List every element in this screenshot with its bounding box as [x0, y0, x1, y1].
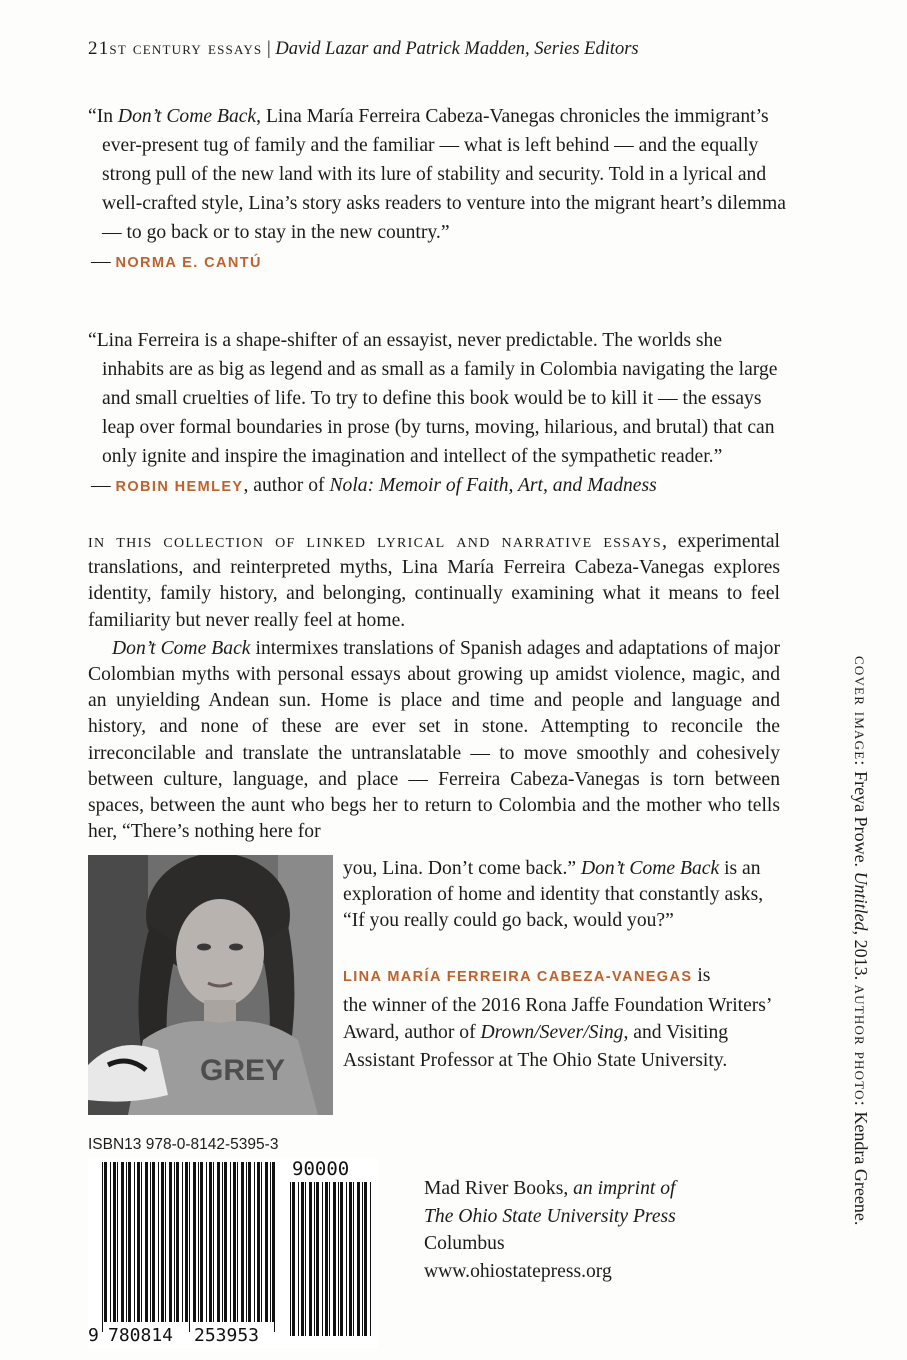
barcode-bar [370, 1182, 371, 1336]
barcode-bar [292, 1182, 295, 1336]
barcode-bar [126, 1162, 127, 1322]
barcode-bar [128, 1162, 131, 1322]
attribution-dash: — [91, 475, 116, 496]
cover-credit-name: Freya Prowe. [851, 766, 871, 872]
barcode-bar [222, 1162, 223, 1322]
author-bio [343, 962, 783, 1074]
barcode-bar [185, 1162, 188, 1322]
barcode-bar [316, 1182, 319, 1336]
description-book-title-2: Don’t Come Back [580, 858, 720, 879]
barcode-bar [298, 1182, 299, 1336]
barcode-bar [265, 1162, 268, 1322]
publisher-line-1 [424, 1175, 764, 1203]
description-book-title: Don’t Come Back [112, 637, 251, 659]
description-paragraph-2 [88, 636, 780, 846]
photo-credit-label: author photo: [851, 984, 871, 1107]
barcode-bar [158, 1162, 159, 1322]
cover-credit-year: , 2013. [851, 930, 871, 985]
barcode-bar [353, 1182, 354, 1336]
barcode-bar [182, 1162, 183, 1322]
barcode-bar [174, 1162, 175, 1322]
author-bio-start: the winner of the 2016 Rona Jaffe Foundation Writers’ Award, author of [343, 994, 772, 1043]
barcode-bar [290, 1182, 291, 1336]
blurb-cantu [88, 102, 788, 278]
barcode-digits-left: 780814 [108, 1325, 174, 1346]
shirt-text: GREY [200, 1054, 286, 1087]
barcode-bar [248, 1162, 251, 1322]
barcode-bar [209, 1162, 212, 1322]
blurb-hemley-text: “Lina Ferreira is a shape-shifter of an essayist, never predictable. The worlds she inhabits are as big as legend and as small as a family in Colombia navigating the large and small cruelties of life. To try to define this book would be to kill it — the essays leap over formal boundaries in prose (by turns, moving, hilarious, and brutal) that can only ignite and inspire the imagination and intellect of the sympathetic reader.” [88, 330, 778, 467]
barcode-bar [325, 1182, 328, 1336]
author-photo [88, 855, 333, 1115]
barcode-bar [102, 1162, 103, 1332]
barcode-bar [117, 1162, 118, 1322]
barcode-bar [246, 1162, 247, 1322]
series-name: 21st century essays [88, 38, 263, 59]
barcode-bar [152, 1162, 155, 1322]
barcode-bar [213, 1162, 214, 1322]
author-photo-image [88, 855, 333, 1115]
book-description [88, 528, 780, 845]
barcode-bar [338, 1182, 339, 1336]
barcode-bar [301, 1182, 304, 1336]
photo-credit-name: Kendra Greene. [851, 1106, 871, 1226]
author-bio-end: , and Visiting Assistant Professor at The Ohio State University. [343, 1022, 729, 1071]
barcode-bar [241, 1162, 244, 1322]
barcode-digit-first: 9 [88, 1325, 99, 1346]
attribution-author-of: , author of [243, 475, 330, 496]
barcode-bar [104, 1162, 107, 1332]
barcode-bar [145, 1162, 148, 1322]
barcode-bar [349, 1182, 352, 1336]
barcode-bar [261, 1162, 262, 1322]
barcode-bar [150, 1162, 151, 1322]
barcode-bar [362, 1182, 363, 1336]
publisher-press: The Ohio State University Press [424, 1205, 676, 1227]
barcode-bar [329, 1182, 330, 1336]
barcode-bar [198, 1162, 199, 1322]
barcode-bar [113, 1162, 116, 1322]
barcode-bar [165, 1162, 166, 1322]
blurb-cantu-attribution [88, 247, 788, 278]
barcode-bar [322, 1182, 323, 1336]
barcode-bar [200, 1162, 203, 1322]
publisher-url: www.ohiostatepress.org [424, 1260, 612, 1282]
publisher-line-2 [424, 1203, 764, 1231]
description-p2-end: is an exploration of home and identity that constantly asks, “If you really could go back, would you?” [343, 858, 764, 932]
barcode-bar [206, 1162, 207, 1322]
barcode-graphic [88, 1158, 378, 1348]
description-p1: experimental translations, and reinterpreted myths, Lina María Ferreira Cabeza-Vanegas explores identity, family history, and belonging, continually examining what it means to feel familiarity but never really feel at home. [88, 531, 780, 631]
barcode-bar [340, 1182, 343, 1336]
barcode-bar [233, 1162, 236, 1322]
author-book: Drown/Sever/Sing [480, 1022, 624, 1043]
publisher-imprint: an imprint of [573, 1178, 676, 1199]
series-separator: | [262, 39, 276, 59]
barcode-bar [141, 1162, 142, 1322]
blurb-hemley-attribution [88, 471, 788, 502]
attribution-dash: — [91, 251, 116, 272]
blurb-cantu-book-title: Don’t Come Back [117, 106, 257, 127]
barcode-bar [110, 1162, 111, 1322]
blurb-cantu-text [88, 102, 788, 247]
publisher-name: Mad River Books, [424, 1178, 574, 1199]
publisher-info [424, 1175, 764, 1285]
barcode-bar [257, 1162, 260, 1322]
barcode-bar [309, 1182, 312, 1336]
author-name: LINA MARÍA FERREIRA CABEZA-VANEGAS [343, 969, 693, 985]
author-bio-text [343, 962, 783, 1074]
barcode-digits-right: 253953 [194, 1325, 260, 1346]
attribution-book: Nola: Memoir of Faith, Art, and Madness [329, 475, 657, 496]
blurb-cantu-body: , Lina María Ferreira Cabeza-Vanegas chronicles the immigrant’s ever-present tug of family and the familiar — what is left behind — and the equally strong pull of the new land with its lure of stability and security. Told in a lyrical and well-crafted style, Lina’s story asks readers to venture into the migrant heart’s dilemma — to go back or to stay in the new country.” [102, 106, 786, 243]
series-editors: David Lazar and Patrick Madden, Series Editors [275, 39, 639, 59]
description-p2: intermixes translations of Spanish adages and adaptations of major Colombian myths with personal essays about growing up amidst violence, magic, and an unyielding Andean sun. Home is place and time and people and language and history, and none of these are ever set in stone. Attempting to reconcile the irreconcilable and translate the untranslatable — to move smoothly and cohesively between culture, language, and place — Ferreira Cabeza-Vanegas is torn between spaces, between the aunt who begs her to return to Colombia and the mother who tells her, “There’s nothing here for [88, 637, 780, 843]
barcode-bar [237, 1162, 238, 1322]
description-lead: in this collection of linked lyrical and narrative essays, [88, 530, 669, 552]
blurb-cantu-open: “In [88, 106, 118, 127]
barcode-bar [254, 1162, 255, 1322]
description-paragraph-1 [88, 528, 780, 634]
attribution-name: NORMA E. CANTÚ [115, 255, 262, 271]
isbn-label: ISBN13 978-0-8142-5395-3 [88, 1136, 279, 1153]
barcode-bar [357, 1182, 360, 1336]
barcode-bar [161, 1162, 164, 1322]
barcode-bar [121, 1162, 124, 1322]
image-credits [850, 656, 872, 1225]
cover-credit-title: Untitled [851, 871, 871, 931]
barcode-bar [193, 1162, 196, 1322]
barcode-bar [272, 1162, 275, 1332]
barcode-bar [217, 1162, 220, 1322]
cover-credit-label: cover image: [851, 656, 871, 767]
barcode-bar [364, 1182, 367, 1336]
barcode-bar [270, 1162, 271, 1332]
series-header [88, 37, 768, 61]
barcode-price-code: 90000 [292, 1158, 350, 1180]
barcode-bar [305, 1182, 306, 1336]
barcode [88, 1158, 378, 1348]
description-continuation [343, 856, 783, 935]
publisher-city: Columbus [424, 1233, 505, 1254]
author-is: is [692, 965, 711, 986]
barcode-bar [314, 1182, 315, 1336]
attribution-name: ROBIN HEMLEY [115, 479, 244, 495]
barcode-bar [137, 1162, 140, 1322]
barcode-bar [169, 1162, 172, 1322]
barcode-bar [224, 1162, 227, 1322]
description-paragraph-2-end [343, 856, 783, 935]
barcode-bar [189, 1162, 190, 1332]
description-p2-cont: you, Lina. Don’t come back.” [343, 858, 581, 879]
barcode-bar [134, 1162, 135, 1322]
barcode-bar [346, 1182, 347, 1336]
barcode-bar [333, 1182, 336, 1336]
barcode-bar [230, 1162, 231, 1322]
blurb-hemley [88, 326, 788, 502]
barcode-bar [176, 1162, 179, 1322]
